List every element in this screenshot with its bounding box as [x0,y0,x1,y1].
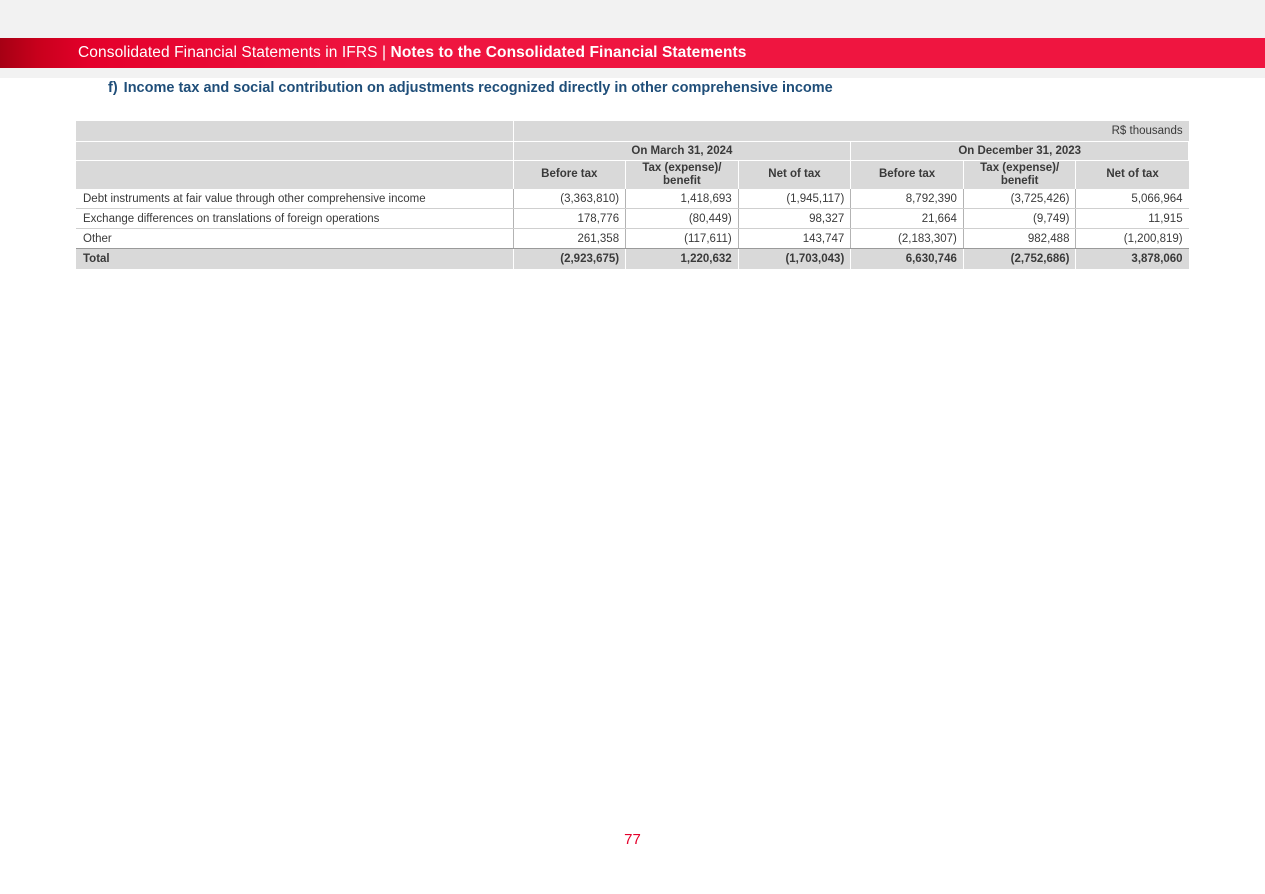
row-label: Exchange differences on translations of foreign operations [76,209,513,229]
row-value: 98,327 [738,209,851,229]
financial-table-container [76,121,1189,270]
table-total-row [76,249,1189,270]
column-header-line1: Before tax [541,168,598,181]
column-header-line2: benefit [1000,175,1039,187]
total-value: (2,752,686) [963,249,1076,270]
column-header-tax-expense-march [626,161,739,190]
period-row-blank-cell [76,142,513,161]
table-period-row [76,142,1189,161]
row-value: 11,915 [1076,209,1189,229]
period-header-december: On December 31, 2023 [851,142,1189,161]
row-value: 982,488 [963,229,1076,249]
row-value: (80,449) [626,209,739,229]
total-value: 6,630,746 [851,249,964,270]
period-header-march: On March 31, 2024 [513,142,851,161]
row-value: (1,200,819) [1076,229,1189,249]
row-value: 261,358 [513,229,626,249]
column-header-line1: Tax (expense)/ [980,161,1060,174]
row-value: 8,792,390 [851,189,964,209]
column-header-before-tax-march [513,161,626,190]
row-value: 1,418,693 [626,189,739,209]
row-value: 21,664 [851,209,964,229]
column-header-blank-cell [76,161,513,190]
column-header-line1: Tax (expense)/ [642,161,722,174]
header-underlay-strip [0,68,1265,78]
row-value: (117,611) [626,229,739,249]
unit-row-blank-cell [76,121,513,142]
column-header-line1: Before tax [878,168,936,181]
table-unit-row [76,121,1189,142]
row-value: 178,776 [513,209,626,229]
page-number: 77 [624,831,641,848]
column-header-before-tax-december [851,161,964,190]
row-label: Other [76,229,513,249]
total-value: 1,220,632 [626,249,739,270]
column-header-tax-expense-december [963,161,1076,190]
row-value: (2,183,307) [851,229,964,249]
section-letter: f) [108,80,118,96]
header-title-prefix: Consolidated Financial Statements in IFRS | [78,44,391,61]
table-row [76,209,1189,229]
top-background-strip [0,0,1265,38]
unit-label: R$ thousands [513,121,1189,142]
total-value: (2,923,675) [513,249,626,270]
total-value: 3,878,060 [1076,249,1189,270]
table-column-header-row [76,161,1189,190]
row-label: Debt instruments at fair value through other comprehensive income [76,189,513,209]
table-row [76,229,1189,249]
column-header-net-of-tax-march [738,161,851,190]
row-value: (3,363,810) [513,189,626,209]
column-header-line1: Net of tax [1106,168,1159,181]
financial-table [76,121,1189,270]
row-value: 143,747 [738,229,851,249]
column-header-line1: Net of tax [768,168,821,181]
header-title-bold: Notes to the Consolidated Financial Statements [390,44,747,61]
row-value: (9,749) [963,209,1076,229]
section-heading [108,80,833,96]
table-row [76,189,1189,209]
column-header-line2: benefit [663,175,701,187]
row-value: (1,945,117) [738,189,851,209]
section-title: Income tax and social contribution on adjustments recognized directly in other comprehensive income [123,80,833,96]
column-header-net-of-tax-december [1076,161,1189,190]
row-value: 5,066,964 [1076,189,1189,209]
document-header-bar [0,38,1265,68]
total-value: (1,703,043) [738,249,851,270]
header-title [78,44,747,62]
row-value: (3,725,426) [963,189,1076,209]
total-label: Total [76,249,513,270]
